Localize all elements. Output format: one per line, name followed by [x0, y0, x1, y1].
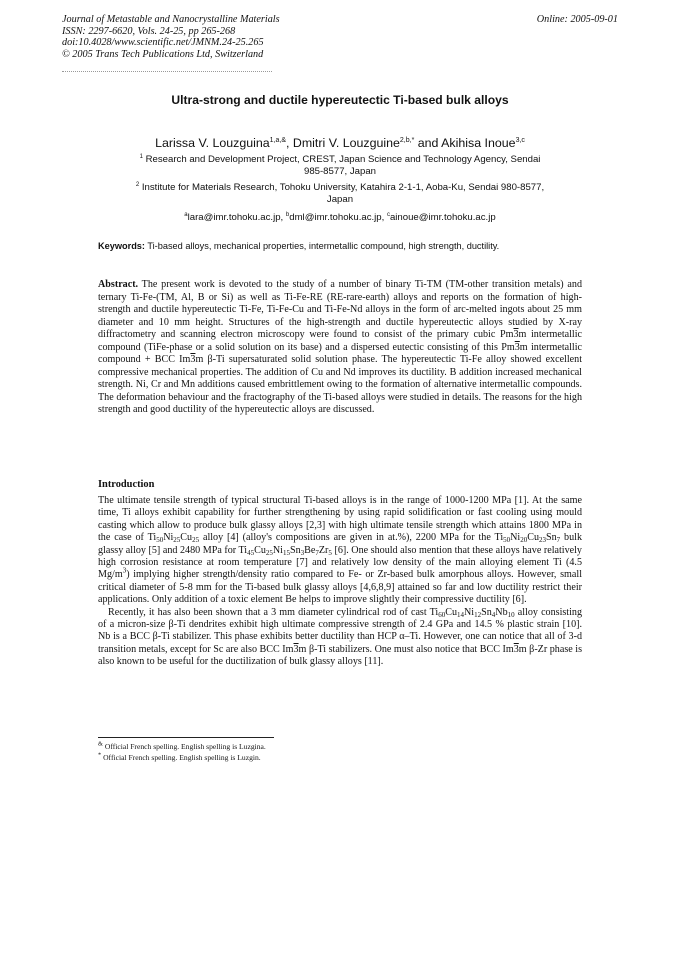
journal-issn: ISSN: 2297-6620, Vols. 24-25, pp 265-268	[62, 25, 236, 37]
space-group-part: m	[195, 354, 204, 365]
paper-title: Ultra-strong and ductile hypereutectic Ti-based bulk alloys	[171, 93, 509, 107]
abstract-text: intermetallic compound (TiFe-phase or a solid solution on its base) and a dispersed eutectic consisting of this	[98, 329, 582, 353]
body-text: Recently, it has also been shown that a 3 mm diameter cylindrical rod of cast Ti	[108, 606, 439, 618]
author-list: Larissa V. Louzguina$^{1,a,\&}$, Dmitri V. Louzguine$^{2,b,*}$ and Akihisa Inoue$^{3,c}$	[155, 136, 525, 150]
space-group-bar: 3	[190, 354, 196, 365]
email-link[interactable]: ainoue@imr.tohoku.ac.jp	[389, 212, 496, 223]
affil-text: Japan	[326, 194, 354, 205]
body-text: bulk glassy alloy [5] and 2480 MPa for Ti	[98, 532, 582, 556]
body-text: ) implying higher strength/density ratio compared to Fe- or Zr-based bulk amorphous alloys. However, small critical diameter of 5-8 mm for the Ti-based bulk glassy alloys [4,6,8,9] attained so far and low ductility restrict their applications. Only addition of a toxic element Be helps to improve slightly their compressive ductility [6].	[98, 569, 582, 606]
abstract-paragraph	[98, 279, 582, 417]
footnote	[98, 752, 582, 763]
subscript: 25	[192, 536, 200, 545]
body-text: β-Ti stabilizers. One must also notice that BCC	[306, 643, 503, 655]
space-group-bar: 3	[514, 341, 520, 353]
space-group	[503, 644, 527, 655]
body-text: Sn	[546, 532, 557, 544]
online-date: Online: 2005-09-01	[536, 14, 618, 25]
space-group	[501, 342, 527, 353]
subscript: 3	[300, 548, 305, 557]
body-text: alloy consisting of a micron-size β-Ti dendrites exhibit high ultimate compressive strength of 2.4 GPa and 14.5 % plastic strain [10]. Nb is a BCC β-Ti stabilizer. This phase exhibits better ductility than HCP α–Ti. However, one can notice that all of 3-d transition metals, except for Sc are also BCC	[98, 606, 583, 655]
header-smudge	[62, 71, 272, 75]
space-group-part: m	[519, 341, 528, 353]
body-paragraph	[98, 607, 582, 669]
email-mark: a	[184, 211, 188, 218]
footnotes-section	[98, 741, 582, 763]
body-text: Sn	[481, 606, 492, 618]
space-group-part: Pm	[499, 329, 514, 340]
subscript: 5	[328, 548, 332, 557]
author-name: Dmitri V. Louzguine	[292, 136, 400, 150]
space-group-part: Im	[282, 643, 294, 655]
body-text: Ni	[272, 544, 283, 556]
superscript: 3	[122, 567, 127, 576]
body-text: Sn	[289, 544, 301, 556]
subscript: 25	[173, 536, 181, 545]
affil-text: Institute for Materials Research, Tohoku University, Katahira 2-1-1, Aoba-Ku, Sendai 980-8577,	[141, 182, 545, 193]
space-group-bar: 3	[513, 643, 519, 655]
subscript: 7	[315, 548, 319, 557]
footnote-text: Official French spelling. English spelling is Luzgin.	[101, 753, 261, 762]
body-text: Ni	[163, 532, 174, 544]
body-text: β-Zr phase is also known to be useful for the ductilization of bulk glassy alloys [11].	[98, 643, 582, 668]
footnote	[98, 741, 582, 752]
keywords-label: Keywords:	[98, 241, 145, 251]
body-text: Be	[304, 544, 316, 556]
subscript: 23	[539, 536, 546, 545]
affiliation-2	[100, 182, 580, 206]
affil-text: Research and Development Project, CREST, Japan Science and Technology Agency, Sendai	[145, 154, 541, 165]
subscript: 20	[520, 536, 528, 545]
body-text: Nb	[495, 606, 508, 618]
space-group-part: m	[298, 643, 307, 655]
subscript: 15	[282, 548, 290, 557]
space-group-bar: 3	[293, 643, 299, 655]
subscript: 60	[438, 610, 446, 619]
space-group-part: Pm	[501, 341, 515, 353]
email-mark: b	[285, 211, 290, 218]
body-text: alloy [4] (alloy's compositions are given in at.%), 2200 MPa for the Ti	[199, 532, 504, 544]
author-conjunction: and	[414, 136, 442, 150]
doi-link[interactable]: doi:10.4028/www.scientific.net/JMNM.24-25.265	[62, 37, 264, 49]
subscript: 50	[503, 536, 511, 545]
keywords-text: Ti-based alloys, mechanical properties, intermetallic compound, high strength, ductility.	[144, 241, 500, 251]
subscript: 50	[156, 536, 164, 545]
abstract-label: Abstract.	[98, 279, 139, 290]
author-name: Larissa V. Louzguina	[155, 136, 270, 150]
copyright-line: © 2005 Trans Tech Publications Ltd, Switzerland	[62, 48, 264, 60]
body-paragraph	[98, 495, 582, 607]
journal-header	[62, 14, 618, 60]
space-group	[500, 329, 526, 340]
author-affil-mark: 3,c	[515, 136, 525, 144]
body-text: The ultimate tensile strength of typical structural Ti-based alloys is in the range of 1000-1200 MPa [1]. At the same time, Ti alloys exhibit capability for further strengthening by using rapid solidification or fast cooling using mould casting which allow to produce bulk glassy alloys [2,3] with high ultimate tensile strength which attains 1800 MPa in the case of Ti	[98, 495, 582, 544]
space-group-part: m	[518, 643, 527, 655]
abstract-text: The present work is devoted to the study of a number of binary Ti-TM (TM-other transition metals) and ternary Ti-Fe-(TM, Al, B or Si) as well as Ti-Fe-RE (RE-rare-earth) alloys and reports on the formation of high-strength and ductile hypereutectic Ti-Fe, Ti-Fe-Cu and Ti-Fe-Nd alloys in the form of arc-melted ingots about 25 mm diameter and 10 mm height. Structures of the high-strength and ductile hypereutectic alloys studied by X-ray diffractometry and scanning electron microscopy were found to consist of the primary cubic	[98, 279, 582, 340]
keywords-section	[98, 240, 582, 252]
subscript: 10	[507, 610, 515, 619]
abstract-text: β-Ti supersaturated solid solution phase. The hypereutectic Ti-Fe alloy showed excellent compressive mechanical properties. The addition of Cu and Nd improves its ductility. B addition increased mechanical strength. Ni, Cr and Mn additions caused embrittlement owing to the formation of alternative intermetallic compounds. The deformation behaviour and the fractography of the Ti-based alloys were studied in details. The reasons for the high strength and good ductility of the hypereutectic alloys are discussed.	[98, 354, 582, 415]
author-name: Akihisa Inoue	[441, 136, 516, 150]
body-text: [6]. One should also mention that these alloys have relatively high corrosion resistance at room temperature [7] and relatively low density of the main alloying element Ti (4.5 Mg/m	[98, 544, 582, 581]
subscript: 12	[474, 610, 482, 619]
body-text: Ni	[464, 606, 475, 618]
email-mark: c	[386, 211, 390, 218]
email-line	[100, 212, 580, 224]
author-affil-mark: 1,a,&	[269, 136, 287, 144]
affiliation-1	[100, 154, 580, 178]
subscript: 4	[491, 610, 496, 619]
subscript: 7	[556, 536, 561, 545]
footnote-mark: *	[98, 751, 102, 759]
space-group	[282, 644, 306, 655]
footnote-divider	[98, 737, 274, 738]
body-text: Cu	[254, 544, 266, 556]
section-heading-introduction: Introduction	[98, 479, 155, 490]
body-text: Ni	[510, 532, 521, 544]
subscript: 45	[247, 548, 255, 557]
space-group-part: Im	[502, 643, 514, 655]
introduction-body	[98, 495, 582, 669]
space-group-bar: 3	[513, 329, 519, 340]
space-group	[179, 354, 203, 365]
body-text: Zr	[318, 544, 329, 556]
body-text: Cu	[180, 532, 193, 544]
subscript: 25	[265, 548, 273, 557]
email-link[interactable]: lara@imr.tohoku.ac.jp,	[187, 212, 286, 223]
affil-text: 985-8577, Japan	[303, 166, 376, 177]
journal-name: Journal of Metastable and Nanocrystalline Materials	[62, 14, 280, 25]
body-text: Cu	[445, 606, 458, 618]
body-text: Cu	[527, 532, 539, 544]
space-group-part: Im	[179, 354, 191, 365]
affil-mark: 2	[135, 181, 140, 188]
abstract-text: intermetallic compound + BCC	[98, 341, 582, 365]
footnote-mark: &	[98, 740, 103, 748]
space-group-part: m	[518, 329, 527, 340]
subscript: 14	[457, 610, 465, 619]
abstract-section	[98, 279, 582, 417]
email-link[interactable]: dml@imr.tohoku.ac.jp,	[289, 212, 387, 223]
footnote-text: Official French spelling. English spelling is Luzgina.	[102, 742, 266, 751]
author-affil-mark: 2,b,*	[399, 136, 415, 144]
affil-mark: 1	[139, 153, 143, 160]
